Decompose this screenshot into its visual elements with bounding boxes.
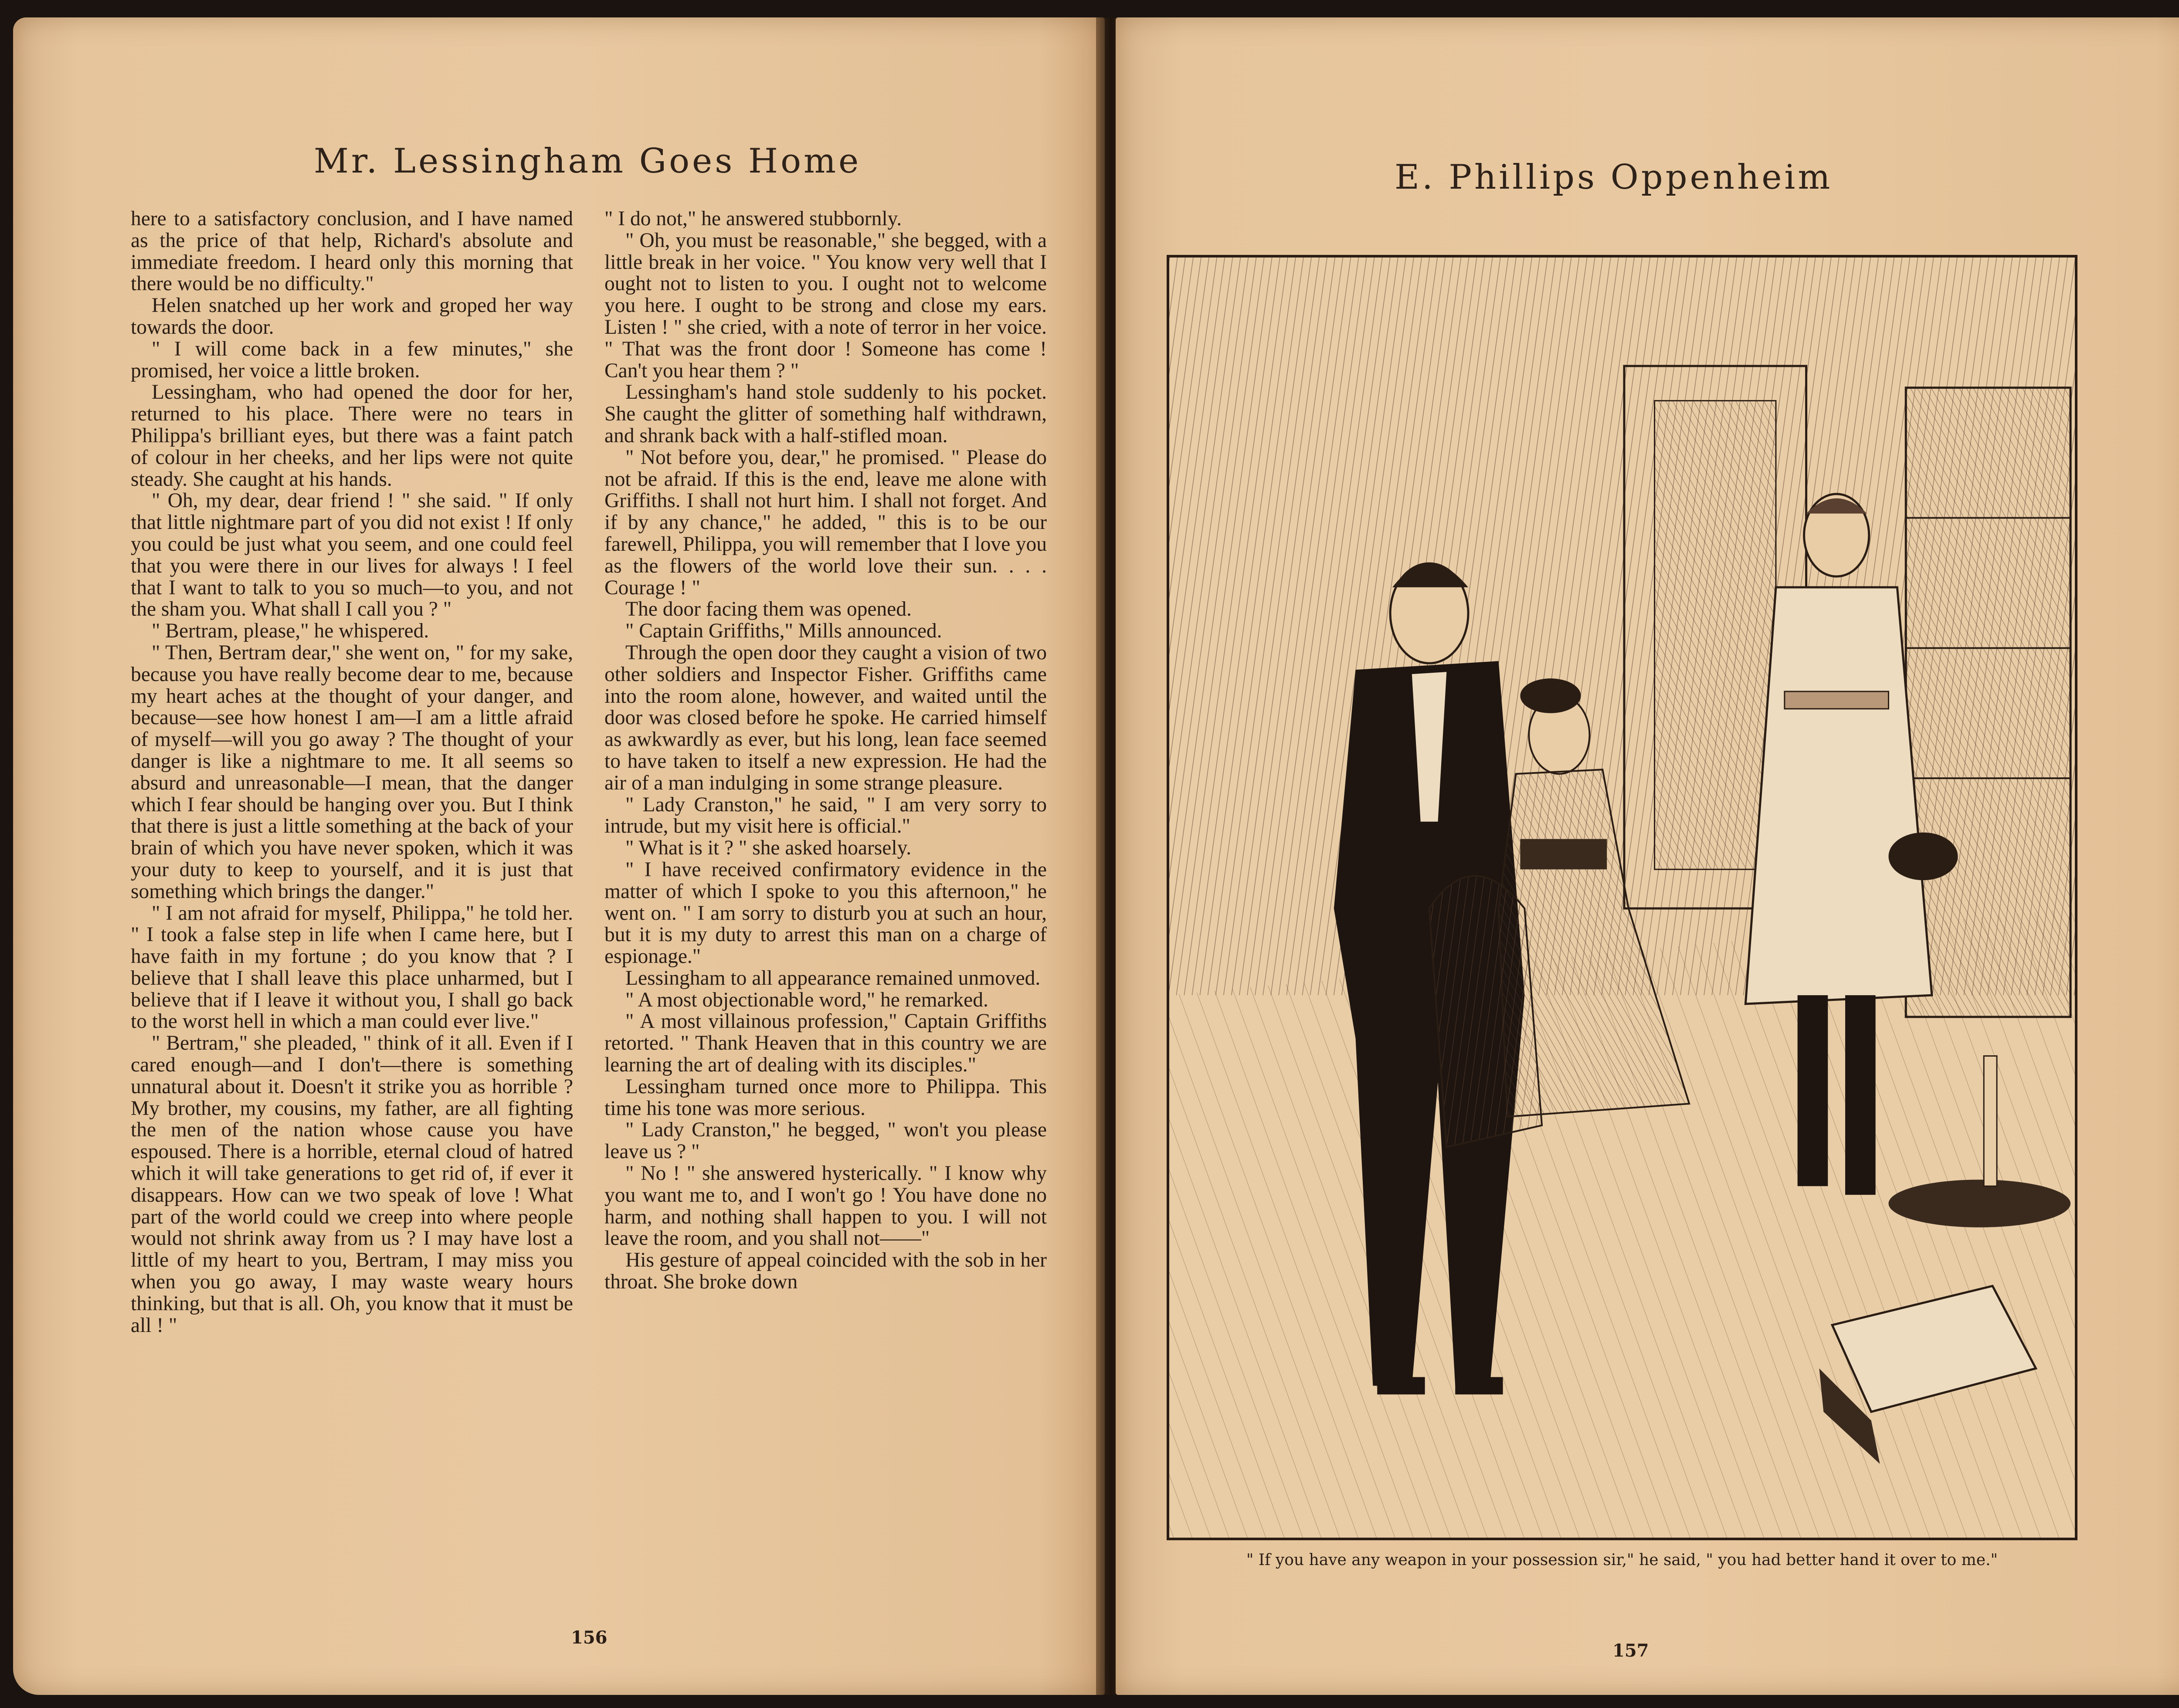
paragraph: Helen snatched up her work and groped her way towards the door.: [131, 294, 573, 339]
paragraph: " No ! " she answered hysterically. " I know why you want me to, and I won't go ! You have done no harm, and nothing shall happen to you. I will not leave the room, and you shall not——": [604, 1162, 1047, 1250]
page-number-left: 156: [571, 1627, 608, 1648]
paragraph: " Then, Bertram dear," she went on, " for my sake, because you have really become dear to me, because my heart aches at the thought of your danger, and because—see how honest I am—I am a little afraid of myself—will you go away ? The thought of your danger is like a nightmare to me. It all seems so absurd and unreasonable—I mean, that the danger which I fear should be hanging over you. But I think that there is just a little something at the back of your brain of which you have never spoken, which it was your duty to keep to yourself, and it is just that something which brings the danger.": [131, 641, 573, 903]
illustration-caption: " If you have any weapon in your possession sir," he said, " you had better hand it over to me.": [1246, 1551, 1998, 1569]
paragraph: Lessingham, who had opened the door for her, returned to his place. There were no tears in Philippa's brilliant eyes, but there was a faint patch of colour in her cheeks, and her lips were not quite steady. She caught at his hands.: [131, 381, 573, 491]
paragraph: here to a satisfactory conclusion, and I have named as the price of that help, Richard's absolute and immediate freedom. I heard only this morning that there would be no difficulty.": [131, 207, 573, 295]
paragraph: " A most objectionable word," he remarked.: [625, 988, 988, 1011]
illustration-drawing: [1169, 258, 2075, 1538]
text-column-1: [131, 208, 573, 1336]
paragraph: " I am not afraid for myself, Philippa," he told her. " I took a false step in life when I came here, but I have faith in my fortune ; do you know that ? I believe that I shall leave this place unharmed, but I believe that if I leave it without you, I shall go back to the worst hell in which a man could ever live.": [131, 901, 573, 1033]
paragraph: " Oh, you must be reasonable," she begged, with a little break in her voice. " You know very well that I ought not to listen to you. I ought not to welcome you here. I ought to be strong and close my ears. Listen ! " she cried, with a note of terror in her voice. " That was the front door ! Someone has come ! Can't you hear them ? ": [604, 229, 1047, 382]
paragraph: " Lady Cranston," he said, " I am very sorry to intrude, but my visit here is official.": [604, 793, 1047, 838]
paragraph: " I will come back in a few minutes," she promised, her voice a little broken.: [131, 337, 573, 382]
paragraph: His gesture of appeal coincided with the sob in her throat. She broke down: [604, 1249, 1047, 1294]
running-head-right: E. Phillips Oppenheim: [1395, 158, 1833, 197]
running-head-left: Mr. Lessingham Goes Home: [314, 142, 862, 181]
paragraph: " A most villainous profession," Captain Griffiths retorted. " Thank Heaven that in this country we are learning the art of dealing with its disciples.": [604, 1010, 1047, 1077]
right-page: [1116, 17, 2179, 1695]
paragraph: Lessingham turned once more to Philippa. This time his tone was more serious.: [604, 1075, 1047, 1120]
paragraph: Lessingham to all appearance remained unmoved.: [625, 966, 1041, 990]
paragraph: The door facing them was opened.: [625, 598, 912, 621]
left-page: [13, 17, 1105, 1695]
paragraph: " Bertram, please," he whispered.: [152, 620, 429, 643]
paragraph: " Bertram," she pleaded, " think of it all. Even if I cared enough—and I don't—there is something unnatural about it. Doesn't it strike you as horrible ? My brother, my cousins, my father, are all fighting the men of the nation whose cause you have espoused. There is a horrible, eternal cloud of hatred which it will take generations to get rid of, if ever it disappears. How can we two speak of love ! What part of the world could we creep into where people would not shrink away from us ? I may have lost a little of my heart to you, Bertram, I may miss you when you go away, I may waste weary hours thinking, but that is all. Oh, you know that it must be all ! ": [131, 1032, 573, 1337]
page-number-right: 157: [1612, 1640, 1649, 1661]
text-column-2: [604, 208, 1047, 1293]
illustration: [1167, 255, 2077, 1540]
paragraph: " Captain Griffiths," Mills announced.: [625, 620, 942, 643]
paragraph: Through the open door they caught a vision of two other soldiers and Inspector Fisher. Griffiths came into the room alone, however, and waited until the door was closed before he spoke. He carried himself as awkwardly as ever, but his long, lean face seemed to have taken to itself a new expression. He had the air of a man indulging in some strange pleasure.: [604, 641, 1047, 794]
paragraph: " What is it ? " she asked hoarsely.: [625, 837, 912, 860]
paragraph: " Lady Cranston," he begged, " won't you please leave us ? ": [604, 1118, 1047, 1163]
paragraph: Lessingham's hand stole suddenly to his pocket. She caught the glitter of something half withdrawn, and shrank back with a half-stifled moan.: [604, 381, 1047, 447]
paragraph: " Oh, my dear, dear friend ! " she said. " If only that little nightmare part of you did not exist ! If only you could be just what you seem, and one could feel that you were there in our lives for always ! I feel that I want to talk to you so much—to you, and not the sham you. What shall I call you ? ": [131, 489, 573, 621]
paragraph: " Not before you, dear," he promised. " Please do not be afraid. If this is the end, leave me alone with Griffiths. I shall not hurt him. I shall not forget. And if by any chance," he added, " this is to be our farewell, Philippa, you will remember that I love you as the flowers of the world love their sun. . . . Courage ! ": [604, 446, 1047, 599]
paragraph: " I have received confirmatory evidence in the matter of which I spoke to you this afternoon," he went on. " I am sorry to disturb you at such an hour, but it is my duty to arrest this man on a charge of espionage.": [604, 858, 1047, 968]
paragraph: " I do not," he answered stubbornly.: [604, 207, 902, 230]
